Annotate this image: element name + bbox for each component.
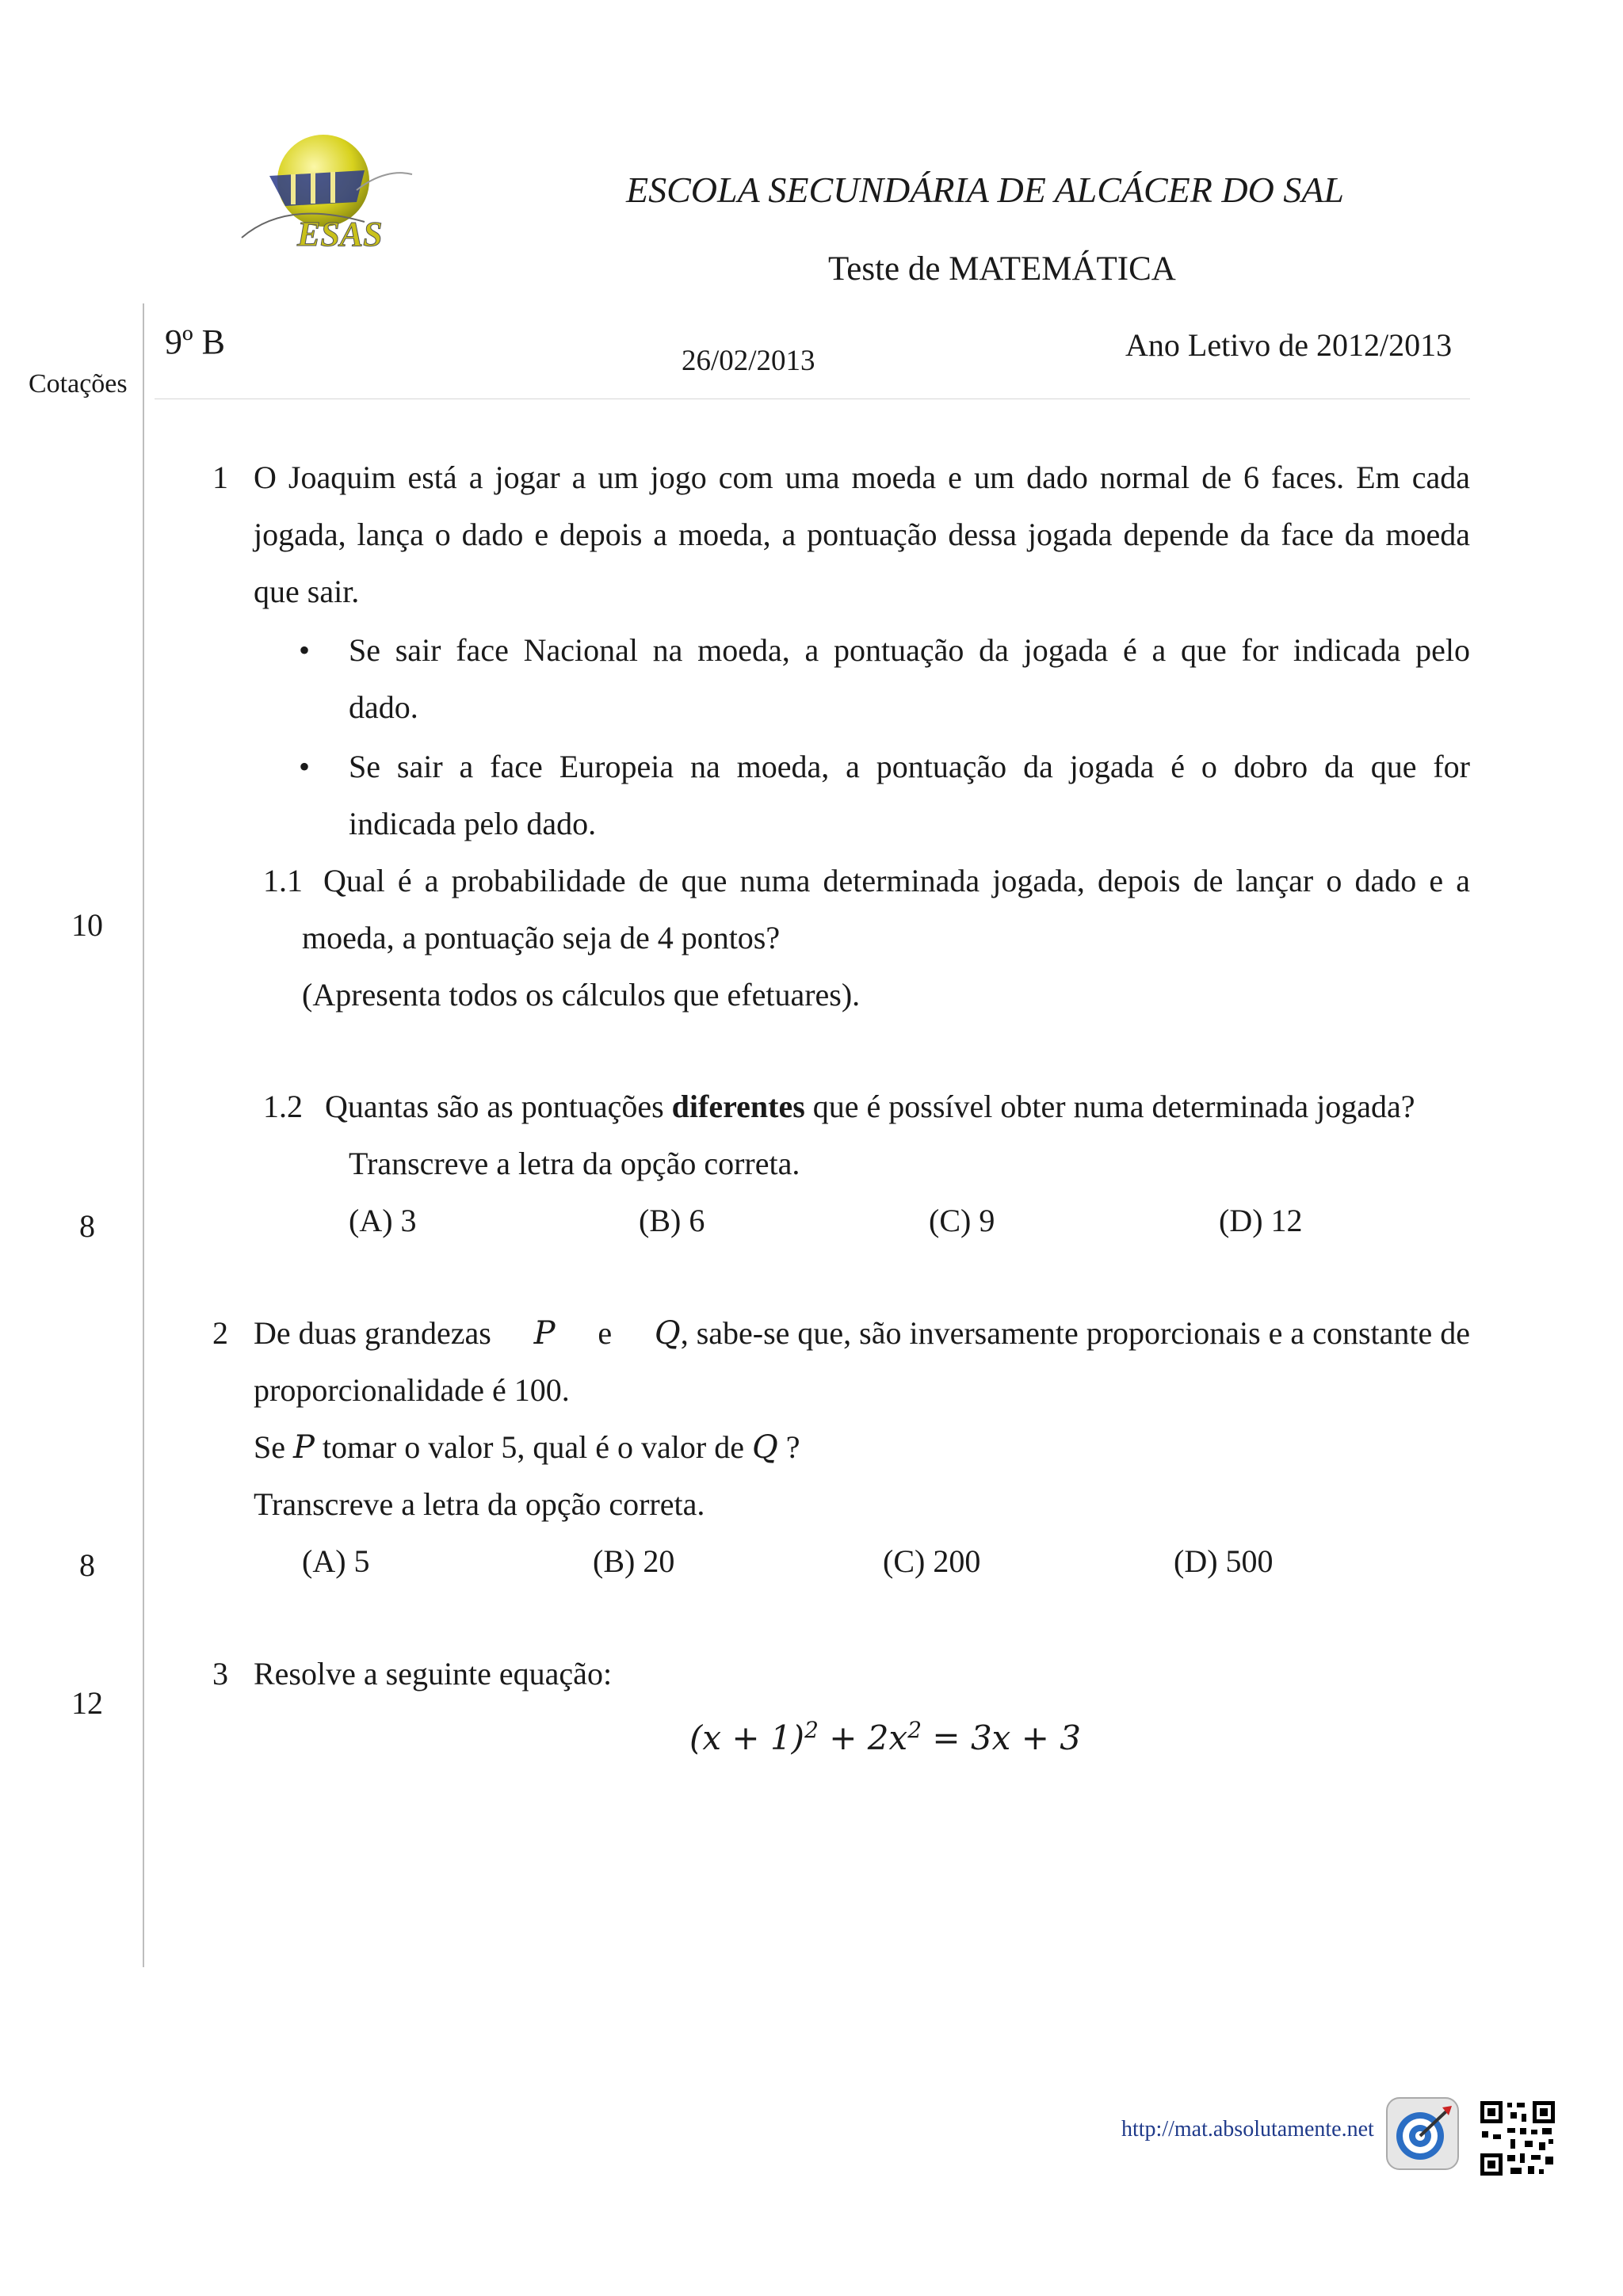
- bullet-text-line: Se sair a face Europeia na moeda, a pontuação da jogada é o dobro da que for: [349, 749, 1470, 784]
- score-q1-1: 10: [71, 907, 103, 943]
- margin-divider: [143, 303, 144, 1967]
- question-1-2-number: 1.2: [263, 1089, 303, 1124]
- footer-link[interactable]: http://mat.absolutamente.net: [1121, 2117, 1374, 2142]
- instruction-text: Transcreve a letra da opção correta.: [254, 1486, 705, 1522]
- question-2-text-line: [254, 1305, 1470, 1362]
- school-year: Ano Letivo de 2012/2013: [1125, 327, 1453, 363]
- question-2-number: 2: [212, 1315, 228, 1351]
- class-label: 9º B: [165, 322, 225, 361]
- option-b: (B) 20: [593, 1543, 675, 1579]
- question-1-2-text-pre: Quantas são as pontuações: [325, 1089, 672, 1124]
- school-name: ESCOLA SECUNDÁRIA DE ALCÁCER DO SAL: [626, 170, 1344, 210]
- bullet-text-line: Se sair face Nacional na moeda, a pontuação da jogada é a que for indicada pelo: [349, 632, 1470, 668]
- q2-text-part: tomar o valor 5, qual é o valor de: [314, 1429, 752, 1465]
- bullet-text-line: dado.: [349, 689, 418, 725]
- question-1-text-line: O Joaquim está a jogar a um jogo com uma moeda e um dado normal de 6 faces. Em cada: [254, 460, 1470, 495]
- q2-text-part: De duas grandezas: [254, 1315, 491, 1351]
- question-1-text-line: jogada, lança o dado e depois a moeda, a pontuação dessa jogada depende da face da moeda: [254, 517, 1470, 552]
- q2-text-part: Se: [254, 1429, 293, 1465]
- equation-exponent: 2: [907, 1717, 922, 1743]
- equation-part: (x + 1): [689, 1718, 805, 1757]
- option-a: (A) 3: [349, 1203, 417, 1238]
- question-3-text: Resolve a seguinte equação:: [254, 1656, 613, 1691]
- emphasis-word: diferentes: [671, 1089, 805, 1124]
- variable-p: P: [293, 1429, 315, 1466]
- variable-q: Q: [751, 1429, 778, 1466]
- bullet-text-line: indicada pelo dado.: [349, 806, 597, 841]
- question-1-2-text-post: que é possível obter numa determinada jogada?: [804, 1089, 1415, 1124]
- question-1-text-line: que sair.: [254, 574, 360, 609]
- option-d: (D) 12: [1219, 1203, 1303, 1238]
- equation-part: = 3x + 3: [922, 1718, 1081, 1757]
- option-c: (C) 9: [929, 1203, 995, 1238]
- question-1-1-text-line: (Apresenta todos os cálculos que efetuares).: [302, 977, 861, 1013]
- test-subject: Teste de MATEMÁTICA: [828, 250, 1176, 288]
- question-1-number: 1: [212, 460, 228, 495]
- variable-q: Q: [654, 1315, 681, 1352]
- option-c: (C) 200: [883, 1543, 981, 1579]
- test-date: 26/02/2013: [682, 345, 815, 377]
- variable-p: P: [533, 1315, 556, 1352]
- q2-text-part: ?: [777, 1429, 800, 1465]
- equation-exponent: 2: [804, 1717, 819, 1743]
- question-2-text-line: proporcionalidade é 100.: [254, 1372, 570, 1408]
- svg-text:ESAS: ESAS: [297, 215, 383, 254]
- question-1-1-text-line: Qual é a probabilidade de que numa determinada jogada, depois de lançar o dado e a: [323, 863, 1470, 898]
- equation: [689, 1702, 1081, 1767]
- option-b: (B) 6: [639, 1203, 705, 1238]
- score-q3: 12: [71, 1685, 103, 1721]
- equation-part: + 2x: [818, 1718, 908, 1757]
- qr-code-icon: [1479, 2100, 1556, 2177]
- option-a: (A) 5: [302, 1543, 370, 1579]
- bullet-icon: •: [299, 749, 311, 784]
- q2-text-part: e: [598, 1315, 613, 1351]
- q2-text-part: , sabe-se que, são inversamente proporcionais e a constante de: [680, 1315, 1470, 1351]
- cotacoes-label: Cotações: [29, 369, 128, 399]
- bullet-icon: •: [299, 632, 311, 668]
- question-3-number: 3: [212, 1656, 228, 1691]
- score-q2: 8: [79, 1547, 95, 1583]
- question-1-1-number: 1.1: [263, 863, 303, 898]
- target-icon: [1385, 2096, 1460, 2171]
- score-q1-2: 8: [79, 1208, 95, 1244]
- option-d: (D) 500: [1174, 1543, 1274, 1579]
- question-2-text-line: [254, 1419, 800, 1476]
- school-logo: [238, 127, 420, 269]
- instruction-text: Transcreve a letra da opção correta.: [349, 1146, 800, 1181]
- question-1-2-text: [325, 1078, 1415, 1135]
- question-1-1-text-line: moeda, a pontuação seja de 4 pontos?: [302, 920, 781, 955]
